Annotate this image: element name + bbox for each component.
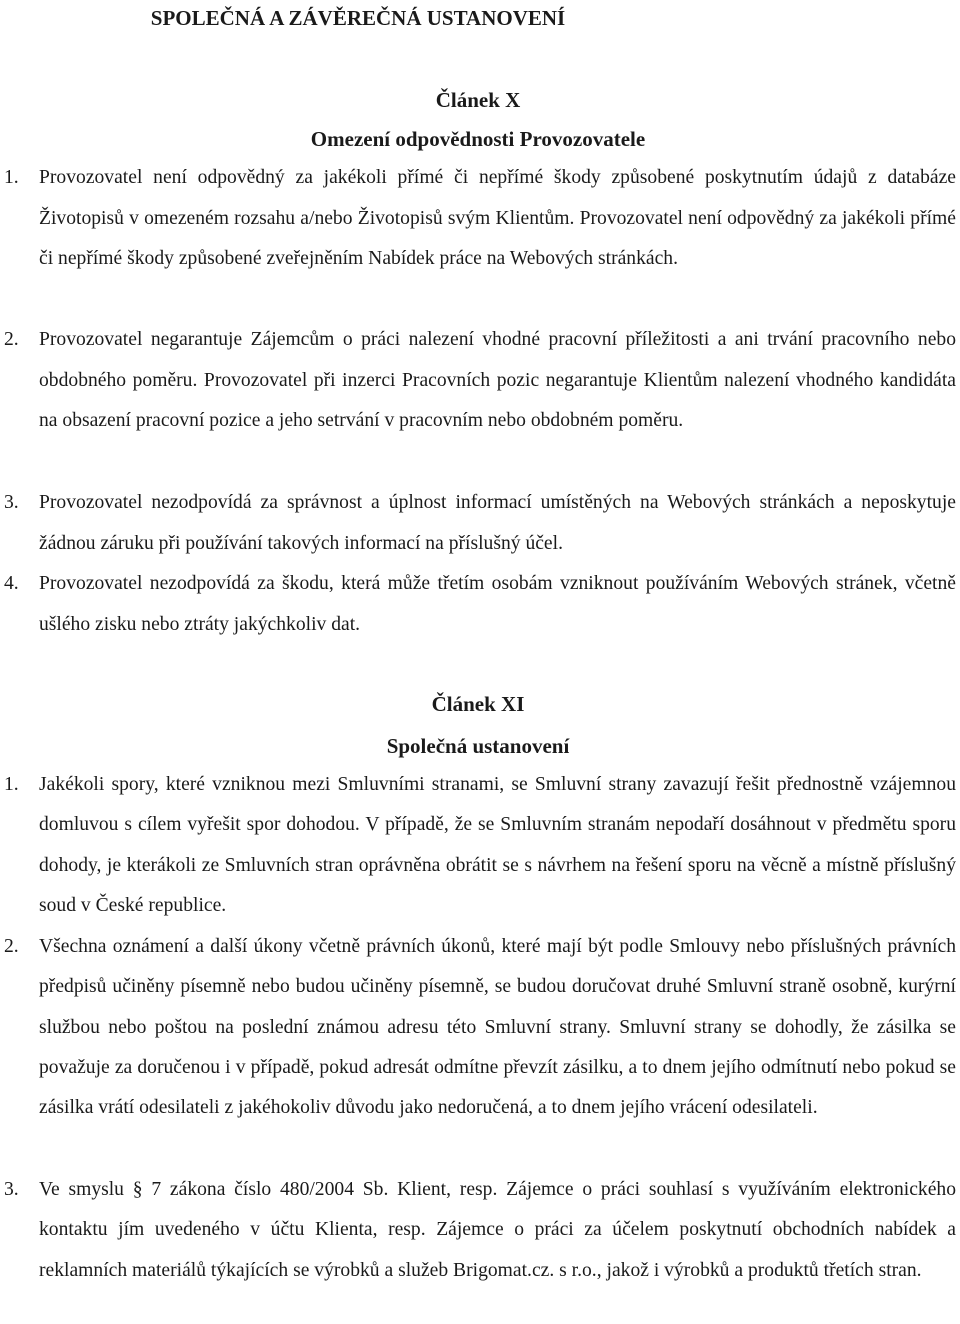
item-number: 4.: [4, 573, 19, 594]
item-text: Jakékoli spory, které vzniknou mezi Smluvními stranami, se Smluvní strany zavazují řešit přednostně vzájemnou domluvou s cílem vyřešit spor dohodou. V případě, že se Smluvním stranám nepodaří dosáhnout v předmětu sporu dohody, je kterákoli ze Smluvních stran oprávněna obrátit se s návrhem na řešení sporu na věcně a místně příslušný soud v České republice.: [39, 774, 956, 916]
article-number: Článek X: [435, 88, 521, 112]
item-text: Provozovatel není odpovědný za jakékoli přímé či nepřímé škody způsobené poskytnutím údajů z databáze Životopisů v omezeném rozsahu a/nebo Životopisů svým Klientům. Provozovatel není odpovědný za jakékoli přímé či nepřímé škody způsobené zveřejněním Nabídek práce na Webových stránkách.: [39, 167, 956, 269]
item-text: Provozovatel nezodpovídá za správnost a úplnost informací umístěných na Webových stránkách a neposkytuje žádnou záruku při používání takových informací na příslušný účel.: [39, 492, 956, 554]
item-number: 2.: [4, 936, 19, 957]
item-number: 3.: [4, 492, 19, 513]
item-number: 3.: [4, 1179, 19, 1200]
item-text: Ve smyslu § 7 zákona číslo 480/2004 Sb. Klient, resp. Zájemce o práci souhlasí s využíváním elektronického kontaktu jím uvedeného v účtu Klienta, resp. Zájemce o práci za účelem poskytnutí obchodních nabídek a reklamních materiálů týkajících se výrobků a služeb Brigomat.cz. s r.o., jakož i výrobků a produktů třetích stran.: [39, 1179, 956, 1281]
item-number: 1.: [4, 774, 19, 795]
item-text: Provozovatel nezodpovídá za škodu, která může třetím osobám vzniknout používáním Webových stránek, včetně ušlého zisku nebo ztráty jakýchkoliv dat.: [39, 573, 956, 635]
item-text: Provozovatel negarantuje Zájemcům o práci nalezení vhodné pracovní příležitosti a ani trvání pracovního nebo obdobného poměru. Provozovatel při inzerci Pracovních pozic negarantuje Klientům nalezení vhodného kandidáta na obsazení pracovní pozice a jeho setrvání v pracovním nebo obdobném poměru.: [39, 329, 956, 431]
item-text: Všechna oznámení a další úkony včetně právních úkonů, které mají být podle Smlouvy nebo příslušných právních předpisů učiněny písemně nebo budou učiněny písemně, se budou doručovat druhé Smluvní straně osobně, kurýrní službou nebo poštou na poslední známou adresu této Smluvní strany. Smluvní strany se dohodly, že zásilka se považuje za doručenou i v případě, pokud adresát odmítne převzít zásilku, a to dnem jejího odmítnutí nebo pokud se zásilka vrátí odesilateli z jakéhokoliv důvodu jako nedoručená, a to dnem jejího vrácení odesilateli.: [39, 936, 956, 1119]
item-number: 1.: [4, 167, 19, 188]
article-heading: Společná ustanovení: [386, 734, 570, 758]
section-title: SPOLEČNÁ A ZÁVĚREČNÁ USTANOVENÍ: [150, 6, 566, 30]
article-heading: Omezení odpovědnosti Provozovatele: [310, 127, 646, 151]
item-number: 2.: [4, 329, 19, 350]
article-number: Článek XI: [431, 692, 525, 716]
